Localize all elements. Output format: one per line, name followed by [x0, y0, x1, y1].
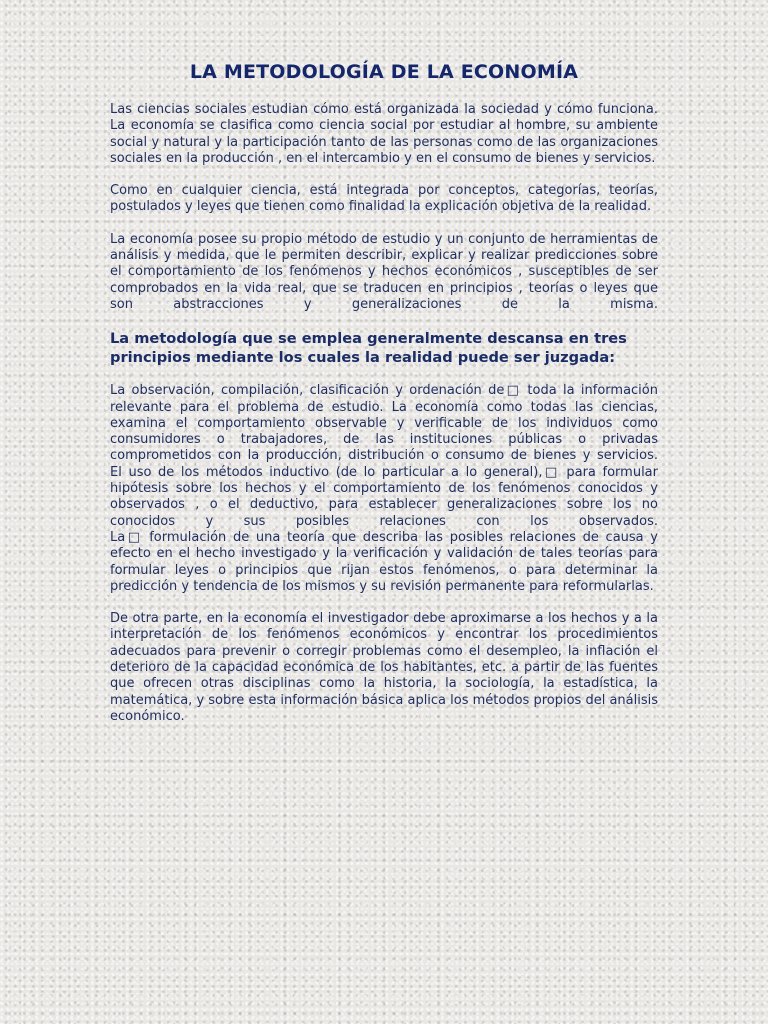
principles-list — [110, 383, 658, 595]
paragraph-method: La economía posee su propio método de estudio y un conjunto de herramientas de análisis y medida, que le permiten describir, explicar y realizar predicciones sobre el comportamiento de los fenómenos y hechos económicos , susceptibles de ser comprobados en la vida real, que se traducen en principios , teorías o leyes que son abstracciones y generalizaciones de la misma. — [110, 231, 658, 312]
paragraph-closing: De otra parte, en la economía el investigador debe aproximarse a los hechos y a la interpretación de los fenómenos económicos y encontrar los procedimientos adecuados para prevenir o corregir problemas como el desempleo, la inflación el deterioro de la capacidad económica de los habitantes, etc. a partir de las fuentes que ofrecen otras disciplinas como la historia, la sociología, la estadística, la matemática, y sobre esta información básica aplica los métodos propios del análisis económico. — [110, 611, 658, 724]
section-heading: La metodología que se emplea generalmente descansa en tres principios mediante los cuales la realidad puede ser juzgada: — [110, 330, 627, 367]
principle-theory: La□ formulación de una teoría que describa las posibles relaciones de causa y efecto en el hecho investigado y la verificación y validación de tales teorías para formular leyes o principios que rijan estos fenómenos, o para determinar la predicción y tendencia de los mismos y su revisión permanente para reformularlas. — [110, 529, 658, 594]
principle-methods: El uso de los métodos inductivo (de lo particular a lo general),□ para formular hipótesis sobre los hechos y el comportamiento de los fenómenos conocidos y observados , o el deductivo, para establecer generalizaciones sobre los no conocidos y sus posibles relaciones con los observados. — [110, 464, 658, 529]
page-title: LA METODOLOGÍA DE LA ECONOMÍA — [189, 61, 579, 83]
principle-observation: La observación, compilación, clasificación y ordenación de□ toda la información relevante para el problema de estudio. La economía como todas las ciencias, examina el comportamiento observable y verificable de los individuos como consumidores o trabajadores, de las instituciones públicas o privadas comprometidos con la producción, distribución o consumo de bienes y servicios. — [110, 383, 658, 464]
paragraph-intro: Las ciencias sociales estudian cómo está organizada la sociedad y cómo funciona. La economía se clasifica como ciencia social por estudiar al hombre, su ambiente social y natural y la participación tanto de las personas como de las organizaciones sociales en la producción , en el intercambio y en el consumo de bienes y servicios. — [110, 102, 658, 166]
paragraph-science: Como en cualquier ciencia, está integrada por conceptos, categorías, teorías, postulados y leyes que tienen como finalidad la explicación objetiva de la realidad. — [110, 183, 658, 215]
document-page — [110, 58, 658, 741]
